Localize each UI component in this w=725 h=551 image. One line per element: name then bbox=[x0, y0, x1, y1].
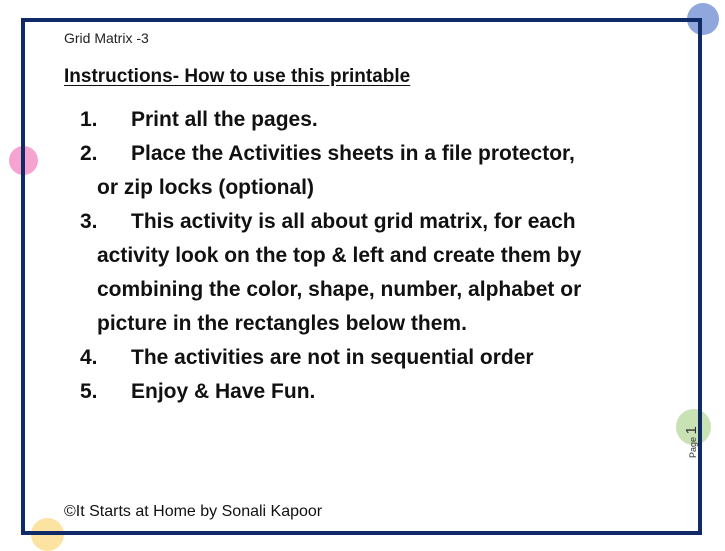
instructions-list bbox=[80, 103, 660, 409]
instructions-heading: Instructions- How to use this printable bbox=[64, 66, 411, 87]
instruction-text: Enjoy & Have Fun. bbox=[131, 380, 316, 403]
instruction-number: 2. bbox=[80, 142, 98, 165]
instruction-text-continued: combining the color, shape, number, alphabet or bbox=[97, 278, 582, 301]
instruction-item-1 bbox=[80, 103, 660, 137]
instruction-number: 3. bbox=[80, 210, 98, 233]
instruction-number: 5. bbox=[80, 380, 98, 403]
instruction-text-continued: activity look on the top & left and create them by bbox=[97, 244, 582, 267]
page-border-segment bbox=[21, 140, 25, 185]
instruction-number: 1. bbox=[80, 108, 98, 131]
instruction-text: This activity is all about grid matrix, for each bbox=[131, 210, 576, 233]
instruction-text: Print all the pages. bbox=[131, 108, 318, 131]
page-label: Page bbox=[688, 436, 698, 458]
document-title: Grid Matrix -3 bbox=[64, 30, 149, 46]
instruction-item-3 bbox=[80, 205, 660, 341]
instruction-text-continued: picture in the rectangles below them. bbox=[97, 312, 467, 335]
instruction-text: Place the Activities sheets in a file protector, bbox=[131, 142, 575, 165]
instruction-text: The activities are not in sequential order bbox=[131, 346, 534, 369]
instruction-item-2 bbox=[80, 137, 660, 205]
page-number: 1 bbox=[683, 426, 700, 435]
instruction-text-continued: or zip locks (optional) bbox=[97, 176, 315, 199]
copyright-footer: ©It Starts at Home by Sonali Kapoor bbox=[64, 503, 323, 520]
page-number-marker bbox=[683, 426, 700, 458]
instruction-item-5 bbox=[80, 375, 660, 409]
instruction-number: 4. bbox=[80, 346, 98, 369]
instruction-item-4 bbox=[80, 341, 660, 375]
